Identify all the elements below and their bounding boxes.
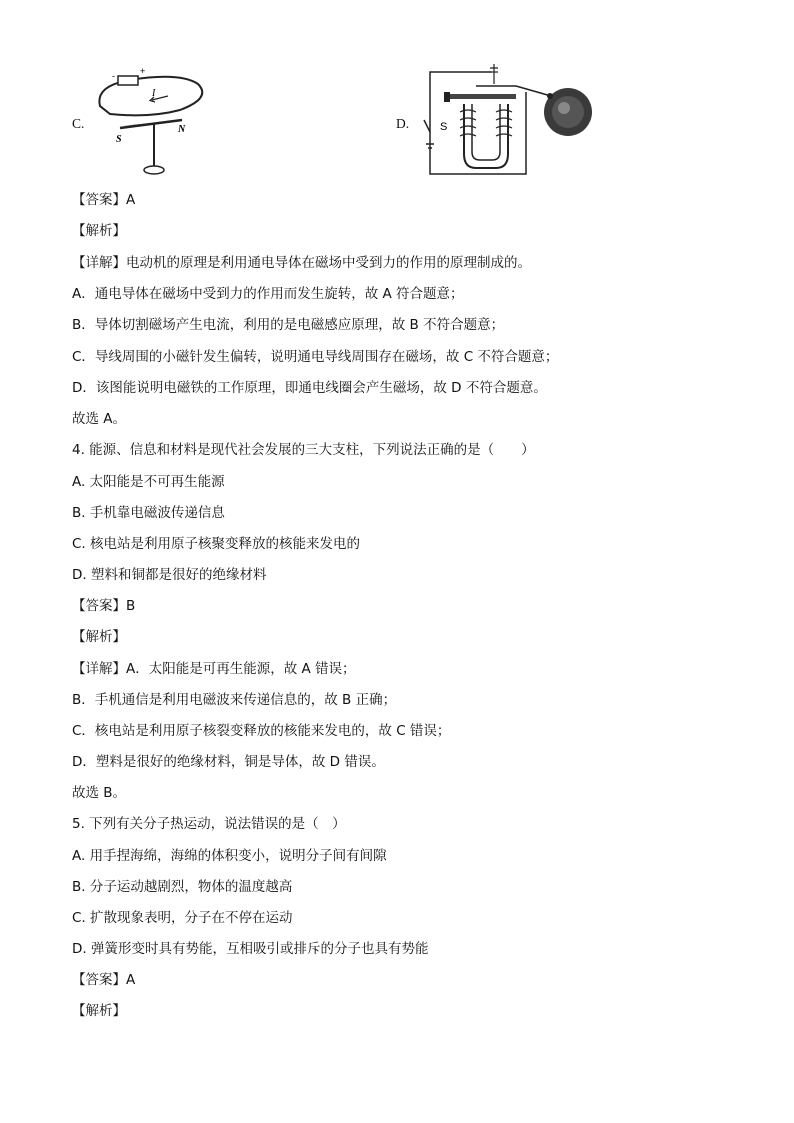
figure-c-label: C. — [72, 116, 85, 131]
q3-detail-d: D．该图能说明电磁铁的工作原理，即通电线圈会产生磁场，故 D 不符合题意。 — [72, 380, 547, 396]
pole-s-label: S — [116, 134, 122, 145]
q4-answer: 【答案】B — [72, 598, 136, 614]
switch-s-label: S — [440, 121, 448, 133]
q5-stem: 5. 下列有关分子热运动，说法错误的是（ ） — [72, 816, 346, 832]
q3-detail-a: A．通电导体在磁场中受到力的作用而发生旋转，故 A 符合题意； — [72, 286, 464, 302]
q4-option-d: D. 塑料和铜都是很好的绝缘材料 — [72, 567, 267, 583]
figure-d-label: D. — [396, 116, 410, 131]
plus-sign: + — [140, 66, 146, 76]
q5-option-c: C. 扩散现象表明，分子在不停在运动 — [72, 910, 293, 926]
q4-option-c: C. 核电站是利用原子核聚变释放的核能来发电的 — [72, 536, 361, 552]
q4-stem: 4. 能源、信息和材料是现代社会发展的三大支柱，下列说法正确的是（ ） — [72, 442, 535, 458]
q5-option-a: A. 用手捏海绵，海绵的体积变小，说明分子间有间隙 — [72, 848, 387, 864]
current-label: I — [152, 88, 156, 99]
q5-answer: 【答案】A — [72, 972, 136, 988]
battery-icon — [118, 76, 138, 85]
q4-detail-c: C．核电站是利用原子核裂变释放的核能来发电的，故 C 错误； — [72, 723, 451, 739]
figure-c-wire-compass-diagram — [90, 66, 210, 181]
q3-detail-c: C．导线周围的小磁针发生偏转，说明通电导线周围存在磁场，故 C 不符合题意； — [72, 349, 559, 365]
q4-choice: 故选 B。 — [72, 785, 127, 801]
q3-choice: 故选 A。 — [72, 411, 127, 427]
q4-analysis-heading: 【解析】 — [72, 629, 126, 645]
u-electromagnet-icon — [464, 104, 508, 168]
q5-option-b: B. 分子运动越剧烈，物体的温度越高 — [72, 879, 293, 895]
pole-n-label: N — [178, 124, 186, 135]
armature-bar — [446, 94, 516, 99]
q4-detail-b: B．手机通信是利用电磁波来传递信息的，故 B 正确； — [72, 692, 397, 708]
q4-option-a: A. 太阳能是不可再生能源 — [72, 474, 225, 490]
q4-option-b: B. 手机靠电磁波传递信息 — [72, 505, 225, 521]
q5-analysis-heading: 【解析】 — [72, 1003, 126, 1019]
q3-detail-b: B．导体切割磁场产生电流，利用的是电磁感应原理，故 B 不符合题意； — [72, 317, 505, 333]
switch-icon — [424, 120, 430, 132]
hammer-head — [547, 93, 553, 99]
q3-detail: 【详解】电动机的原理是利用通电导体在磁场中受到力的作用的原理制成的。 — [72, 255, 531, 271]
q3-answer: 【答案】A — [72, 192, 136, 208]
minus-sign: - — [112, 71, 115, 81]
q4-detail-d: D．塑料是很好的绝缘材料，铜是导体，故 D 错误。 — [72, 754, 385, 770]
stand-base — [144, 166, 164, 174]
q5-option-d: D. 弹簧形变时具有势能，互相吸引或排斥的分子也具有势能 — [72, 941, 429, 957]
hammer-arm — [516, 86, 551, 96]
figure-d-electric-bell-diagram — [416, 62, 594, 180]
q3-analysis-heading: 【解析】 — [72, 223, 126, 239]
q4-detail: 【详解】A．太阳能是可再生能源，故 A 错误； — [72, 661, 356, 677]
